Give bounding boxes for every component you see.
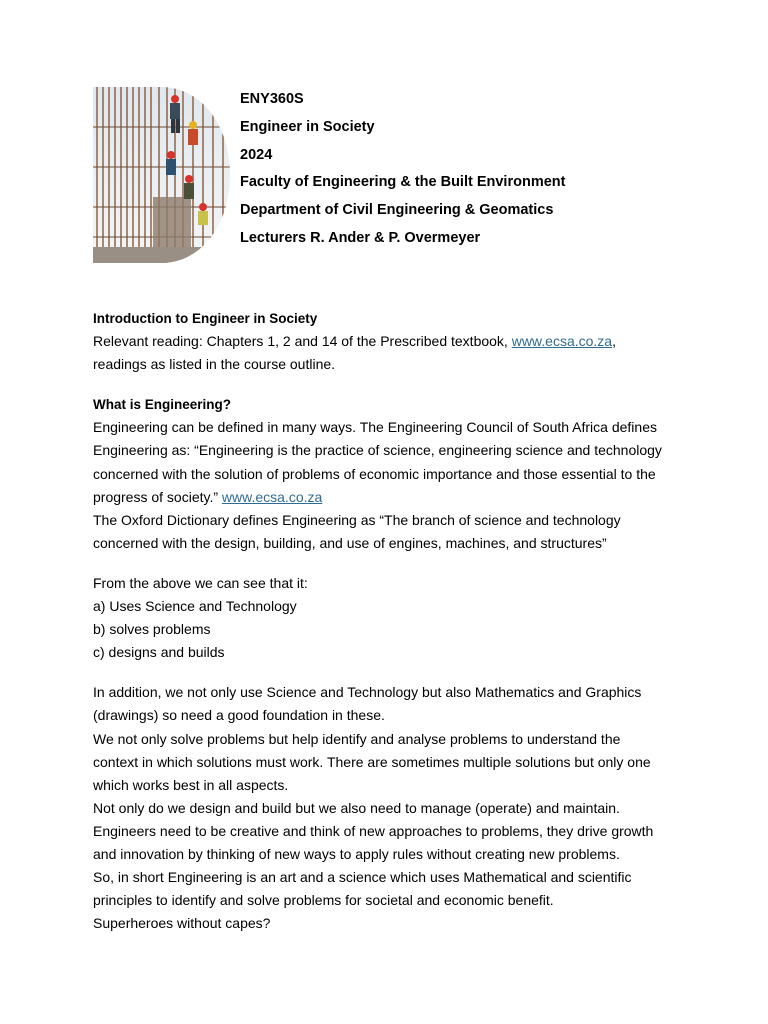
document-body	[93, 307, 693, 935]
department-name: Department of Civil Engineering & Geomatics	[240, 202, 554, 219]
closing-line: (drawings) so need a good foundation in these.	[93, 707, 385, 724]
ecsa-link[interactable]: www.ecsa.co.za	[511, 333, 613, 350]
paragraph-line: concerned with the design, building, and use of engines, machines, and structures”	[93, 534, 607, 551]
reading-line-2: readings as listed in the course outline.	[93, 356, 336, 373]
intro-heading: Introduction to Engineer in Society	[93, 311, 318, 326]
reading-prefix: Relevant reading: Chapters 1, 2 and 14 of the Prescribed textbook,	[93, 333, 512, 350]
paragraph-line: concerned with the solution of problems of economic importance and those essential to the	[93, 465, 656, 482]
closing-line: Engineers need to be creative and think of new approaches to problems, they drive growth	[93, 822, 654, 839]
what-heading: What is Engineering?	[93, 397, 232, 413]
paragraph-line: Engineering as: “Engineering is the practice of science, engineering science and technology	[93, 442, 662, 459]
course-year: 2024	[240, 146, 273, 163]
lecturers: Lecturers R. Ander & P. Overmeyer	[240, 229, 481, 246]
list-item: c) designs and builds	[93, 644, 225, 661]
closing-line: In addition, we not only use Science and Technology but also Mathematics and Graphics	[93, 684, 642, 701]
list-item: a) Uses Science and Technology	[93, 598, 297, 615]
paragraph-line: The Oxford Dictionary defines Engineering as “The branch of science and technology	[93, 511, 621, 528]
closing-line: So, in short Engineering is an art and a science which uses Mathematical and scientific	[93, 869, 632, 886]
course-title: Engineer in Society	[240, 118, 375, 135]
paragraph-text: progress of society.”	[93, 488, 222, 505]
closing-line: context in which solutions must work. There are sometimes multiple solutions but only one	[93, 753, 651, 770]
paragraph-line	[93, 486, 693, 509]
course-code: ENY360S	[240, 91, 304, 107]
closing-line: which works best in all aspects.	[93, 776, 289, 793]
closing-line: We not only solve problems but help identify and analyse problems to understand the	[93, 730, 621, 747]
list-item: b) solves problems	[93, 621, 211, 638]
reading-suffix: ,	[612, 333, 616, 350]
closing-line: Superheroes without capes?	[93, 915, 271, 932]
closing-line: Not only do we design and build but we also need to manage (operate) and maintain.	[93, 799, 620, 816]
construction-workers-image	[93, 87, 230, 263]
paragraph-line: Engineering can be defined in many ways. The Engineering Council of South Africa defines	[93, 419, 657, 436]
closing-line: and innovation by thinking of new ways to apply rules without creating new problems.	[93, 845, 620, 862]
list-intro: From the above we can see that it:	[93, 574, 308, 591]
faculty-name: Faculty of Engineering & the Built Environment	[240, 174, 566, 191]
reading-line	[93, 330, 693, 353]
course-header	[240, 86, 565, 253]
closing-line: principles to identify and solve problems for societal and economic benefit.	[93, 892, 554, 909]
ecsa-link-2[interactable]: www.ecsa.co.za	[221, 488, 323, 505]
